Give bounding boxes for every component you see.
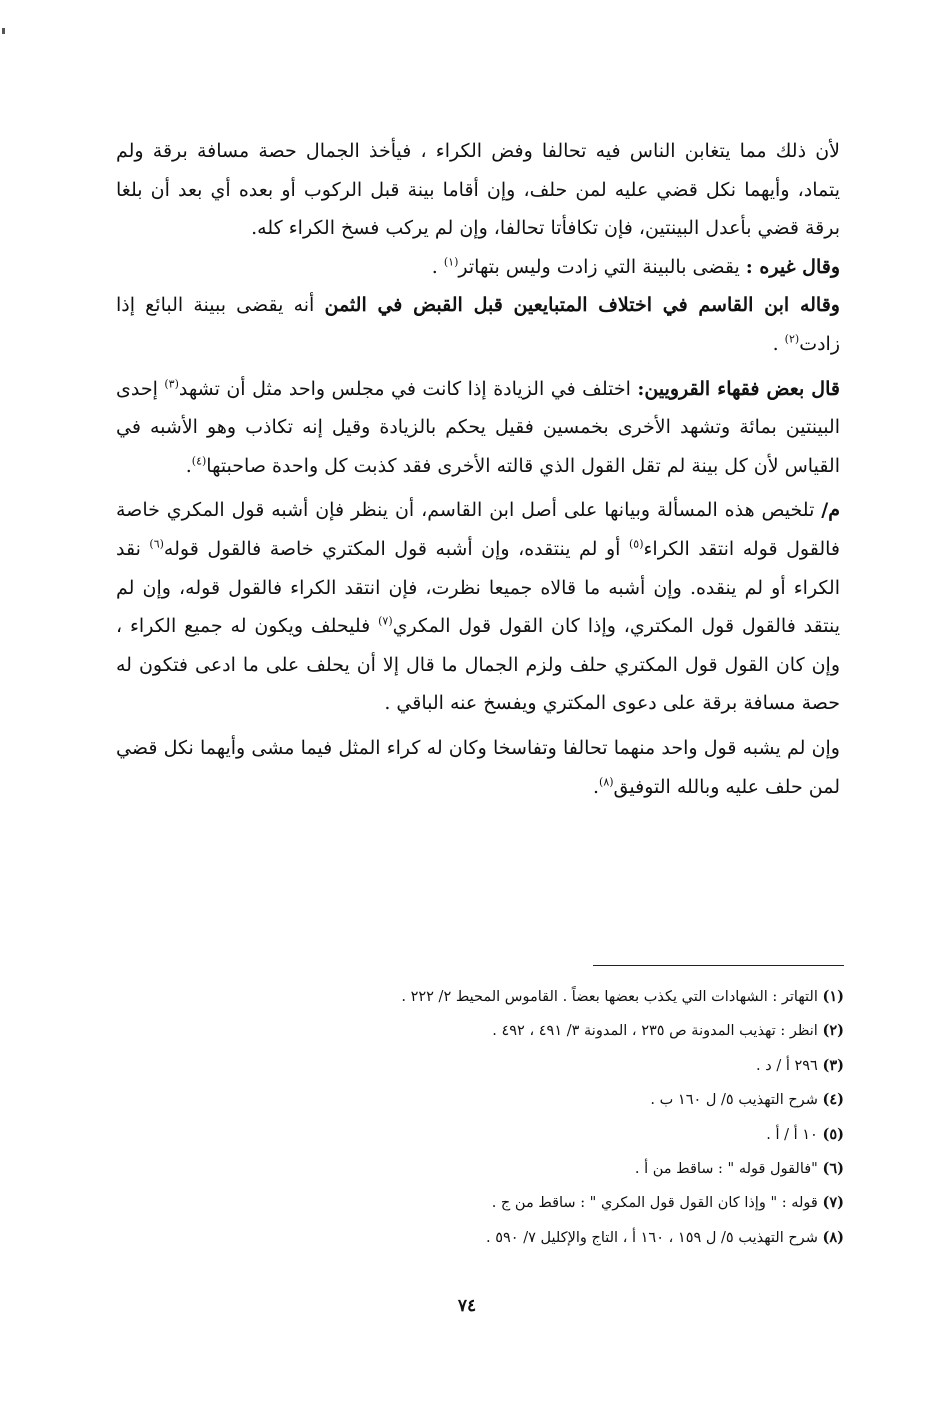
footnote-text: ٢٩٦ أ / د . bbox=[756, 1057, 818, 1074]
paragraph-4-lead: قال بعض فقهاء القرويين: bbox=[637, 377, 840, 400]
footnote-3 bbox=[200, 1049, 844, 1083]
footnote-number: (٧) bbox=[822, 1194, 844, 1212]
footnote-text: شرح التهذيب ٥/ ل ١٦٠ ب . bbox=[650, 1092, 818, 1109]
paragraph-1-text: لأن ذلك مما يتغابن الناس فيه تحالفا وفض الكراء ، فيأخذ الجمال حصة مسافة برقة ولم يتماد، وأيهما نكل قضي عليه لمن حلف، وإن أقاما بينة قبل الركوب أو بعده أي بعد أن بلغا برقة قضي بأعدل البينتين، فإن تكافأتا تحالفا، وإن لم يركب فسخ الكراء كله. bbox=[116, 140, 840, 240]
footnote-ref-8[interactable]: (٨) bbox=[599, 775, 614, 789]
footnote-ref-5[interactable]: (٥) bbox=[628, 537, 644, 551]
paragraph-1 bbox=[116, 132, 840, 248]
footnote-ref-7[interactable]: (٧) bbox=[378, 614, 393, 628]
paragraph-4-tail: . bbox=[185, 454, 192, 477]
footnote-number: (١) bbox=[822, 988, 844, 1005]
paragraph-2 bbox=[116, 248, 840, 287]
page-number: ٧٤ bbox=[457, 1296, 477, 1316]
footnote-ref-4[interactable]: (٤) bbox=[191, 454, 207, 468]
paragraph-6-text: وإن لم يشبه قول واحد منهما تحالفا وتفاسخا وكان له كراء المثل فيما مشى وأيهما نكل قضي لمن حلف عليه وبالله التوفيق bbox=[116, 736, 840, 798]
paragraph-6-tail: . bbox=[592, 775, 600, 798]
paragraph-2-text: يقضى بالبينة التي زادت وليس بتهاتر bbox=[458, 255, 746, 278]
footnotes-section bbox=[200, 980, 844, 1255]
paragraph-5-text-2: أو لم ينتقده، وإن أشبه قول المكتري خاصة فالقول قوله bbox=[163, 537, 629, 560]
main-text-body bbox=[116, 132, 840, 806]
footnote-ref-6[interactable]: (٦) bbox=[149, 537, 164, 551]
footnote-separator bbox=[593, 965, 844, 966]
paragraph-3-tail: . bbox=[772, 332, 785, 355]
paragraph-3 bbox=[116, 286, 840, 363]
footnote-1 bbox=[200, 980, 844, 1014]
paragraph-6 bbox=[116, 729, 840, 806]
footnote-text: "فالقول قوله " : ساقط من أ . bbox=[634, 1161, 818, 1178]
footnote-number: (٨) bbox=[822, 1228, 844, 1246]
footnote-8 bbox=[200, 1221, 844, 1255]
paragraph-3-text: أنه يقضى ببينة البائع إذا زادت bbox=[116, 294, 840, 355]
footnote-2 bbox=[200, 1014, 844, 1048]
footnote-7 bbox=[200, 1186, 844, 1220]
paragraph-5-text-3: نقد الكراء أو لم ينقده. وإن أشبه ما قالاه جميعا نظرت، فإن انتقد الكراء فالقول قوله، وإن لم ينتقد فالقول قول المكتري، وإذا كان القول قول المكري bbox=[116, 537, 840, 638]
paragraph-3-lead: وقاله ابن القاسم في اختلاف المتبايعين قبل القبض في الثمن bbox=[324, 294, 840, 317]
footnote-ref-1[interactable]: (١) bbox=[443, 255, 459, 269]
footnote-text: ١٠ أ / أ . bbox=[766, 1126, 818, 1143]
footnote-number: (٤) bbox=[822, 1091, 844, 1109]
paragraph-2-lead: وقال غيره : bbox=[745, 255, 840, 278]
footnote-ref-3[interactable]: (٣) bbox=[164, 377, 179, 391]
scan-speck bbox=[2, 28, 5, 34]
footnote-text: شرح التهذيب ٥/ ل ١٥٩ ، ١٦٠ أ ، التاج والإكليل ٧/ ٥٩٠ . bbox=[486, 1229, 818, 1246]
paragraph-4 bbox=[116, 370, 840, 486]
paragraph-2-tail: . bbox=[431, 255, 444, 278]
footnote-number: (٢) bbox=[822, 1022, 844, 1040]
footnote-text: انظر : تهذيب المدونة ص ٢٣٥ ، المدونة ٣/ ٤٩١ ، ٤٩٢ . bbox=[492, 1023, 818, 1040]
footnote-text: قوله : " وإذا كان القول قول المكري " : ساقط من ج . bbox=[491, 1195, 818, 1212]
footnote-4 bbox=[200, 1083, 844, 1117]
footnote-number: (٥) bbox=[822, 1125, 844, 1143]
footnote-6 bbox=[200, 1152, 844, 1186]
footnote-5 bbox=[200, 1118, 844, 1152]
footnote-number: (٣) bbox=[822, 1056, 844, 1074]
paragraph-5-lead: م/ bbox=[821, 499, 840, 522]
paragraph-5-text-4: فليحلف ويكون له جميع الكراء ، وإن كان القول قول المكتري حلف ولزم الجمال ما قال إلا أن يحلف على ما ادعى فتكون له حصة مسافة برقة على دعوى المكتري ويفسخ عنه الباقي . bbox=[116, 615, 840, 715]
paragraph-4-text: اختلف في الزيادة إذا كانت في مجلس واحد مثل أن تشهد bbox=[178, 377, 638, 400]
paragraph-5-text-1: تلخيص هذه المسألة وبيانها على أصل ابن القاسم، أن ينظر فإن أشبه قول المكري خاصة فالقول قوله انتقد الكراء bbox=[116, 499, 840, 560]
paragraph-4-text-2: إحدى البينتين بمائة وتشهد الأخرى بخمسين فقيل يحكم بالزيادة وقيل إنه تكاذب وهو الأشبه في القياس لأن كل بينة لم تقل القول الذي قالته الأخرى فقد كذبت كل واحدة صاحبتها bbox=[116, 377, 840, 477]
paragraph-5 bbox=[116, 491, 840, 723]
footnote-ref-2[interactable]: (٢) bbox=[784, 332, 800, 346]
footnote-number: (٦) bbox=[822, 1160, 844, 1178]
footnote-text: التهاتر : الشهادات التي يكذب بعضها بعضاً . القاموس المحيط ٢/ ٢٢٢ . bbox=[401, 989, 818, 1005]
